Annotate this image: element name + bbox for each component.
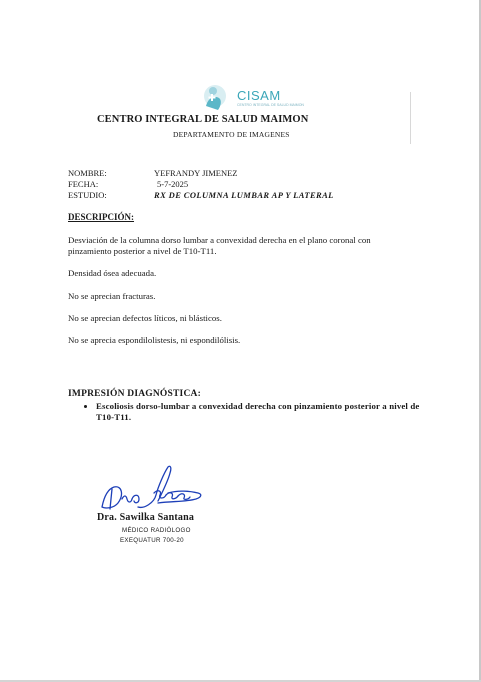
institution-title: CENTRO INTEGRAL DE SALUD MAIMON (97, 114, 309, 125)
study-label: ESTUDIO: (68, 190, 107, 200)
description-heading: DESCRIPCIÓN: (68, 212, 135, 222)
description-paragraph: No se aprecian defectos líticos, ni blásticos. (68, 313, 222, 323)
signature-name: Dra. Sawilka Santana (97, 512, 195, 523)
name-label: NOMBRE: (68, 168, 107, 178)
impression-heading: IMPRESIÓN DIAGNÓSTICA: (68, 389, 201, 399)
date-value: 5-7-2025 (157, 179, 189, 189)
department-title: DEPARTAMENTO DE IMAGENES (173, 130, 290, 139)
description-paragraph: Densidad ósea adecuada. (68, 268, 157, 278)
description-paragraph: No se aprecia espondilolistesis, ni espondilólisis. (68, 335, 241, 345)
logo-subtext: CENTRO INTEGRAL DE SALUD MAIMON (237, 103, 304, 107)
date-label: FECHA: (68, 179, 99, 189)
name-value: YEFRANDY JIMENEZ (154, 168, 238, 178)
logo-text: CISAM (237, 88, 281, 103)
description-paragraph: No se aprecian fracturas. (68, 291, 156, 301)
signature-exequatur: EXEQUATUR 700-20 (120, 537, 184, 544)
description-paragraph: Desviación de la columna dorso lumbar a convexidad derecha en el plano coronal con pinzamiento posterior a nivel de T10-T11. (68, 235, 371, 256)
margin-guide (410, 92, 411, 144)
signature-role: MÉDICO RADIÓLOGO (122, 527, 191, 534)
impression-item: • Escoliosis dorso-lumbar a convexidad derecha con pinzamiento posterior a nivel de T10-T11. (96, 401, 426, 423)
handwritten-signature (98, 463, 208, 515)
impression-list (82, 401, 426, 423)
study-value: RX DE COLUMNA LUMBAR AP Y LATERAL (154, 190, 334, 200)
